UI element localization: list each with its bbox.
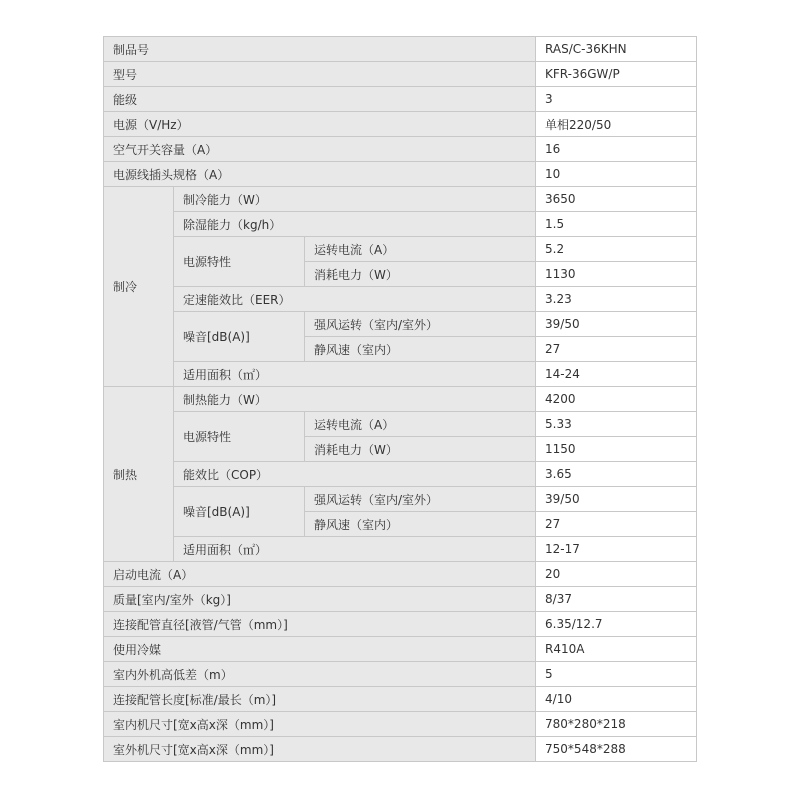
table-row [104, 737, 697, 762]
row-value: 1130 [536, 262, 697, 287]
table-row [104, 362, 697, 387]
table-row [104, 412, 697, 437]
row-value: 3.23 [536, 287, 697, 312]
row-value: 6.35/12.7 [536, 612, 697, 637]
row-label: 使用冷媒 [104, 637, 536, 662]
row-label: 型号 [104, 62, 536, 87]
table-row [104, 612, 697, 637]
row-value: 16 [536, 137, 697, 162]
row-value: 3.65 [536, 462, 697, 487]
row-value: R410A [536, 637, 697, 662]
table-row [104, 187, 697, 212]
row-value: 39/50 [536, 312, 697, 337]
row-value: 3 [536, 87, 697, 112]
table-row [104, 312, 697, 337]
row-value: 8/37 [536, 587, 697, 612]
row-value: 39/50 [536, 487, 697, 512]
row-label: 能级 [104, 87, 536, 112]
row-label: 室外机尺寸[宽x高x深（mm）] [104, 737, 536, 762]
table-row [104, 537, 697, 562]
row-label: 适用面积（㎡） [174, 362, 536, 387]
table-row [104, 112, 697, 137]
table-row [104, 87, 697, 112]
table-row [104, 637, 697, 662]
row-value: 1150 [536, 437, 697, 462]
row-value: 4200 [536, 387, 697, 412]
table-row [104, 662, 697, 687]
row-label: 适用面积（㎡） [174, 537, 536, 562]
row-label: 启动电流（A） [104, 562, 536, 587]
row-value: 4/10 [536, 687, 697, 712]
table-row [104, 62, 697, 87]
table-row [104, 212, 697, 237]
row-label: 电源（V/Hz） [104, 112, 536, 137]
heating-noise-label: 噪音[dB(A)] [174, 487, 305, 537]
row-label: 消耗电力（W） [305, 262, 536, 287]
table-row [104, 562, 697, 587]
row-label: 定速能效比（EER） [174, 287, 536, 312]
row-label: 静风速（室内） [305, 337, 536, 362]
row-label: 连接配管长度[标准/最长（m）] [104, 687, 536, 712]
row-label: 除湿能力（kg/h） [174, 212, 536, 237]
row-label: 强风运转（室内/室外） [305, 312, 536, 337]
table-row [104, 37, 697, 62]
row-label: 运转电流（A） [305, 237, 536, 262]
table-row [104, 687, 697, 712]
table-row [104, 487, 697, 512]
table-row [104, 162, 697, 187]
row-value: 5 [536, 662, 697, 687]
row-label: 静风速（室内） [305, 512, 536, 537]
heating-power-label: 电源特性 [174, 412, 305, 462]
cooling-power-label: 电源特性 [174, 237, 305, 287]
table-row [104, 387, 697, 412]
row-label: 消耗电力（W） [305, 437, 536, 462]
table-row [104, 287, 697, 312]
row-label: 能效比（COP） [174, 462, 536, 487]
row-label: 制品号 [104, 37, 536, 62]
row-value: RAS/C-36KHN [536, 37, 697, 62]
row-value: KFR-36GW/P [536, 62, 697, 87]
table-row [104, 587, 697, 612]
row-value: 780*280*218 [536, 712, 697, 737]
heating-group-label: 制热 [104, 387, 174, 562]
row-value: 3650 [536, 187, 697, 212]
row-value: 12-17 [536, 537, 697, 562]
row-value: 10 [536, 162, 697, 187]
spec-table [103, 36, 697, 762]
row-value: 27 [536, 512, 697, 537]
row-value: 14-24 [536, 362, 697, 387]
row-label: 连接配管直径[液管/气管（mm）] [104, 612, 536, 637]
table-row [104, 237, 697, 262]
row-label: 制冷能力（W） [174, 187, 536, 212]
table-row [104, 462, 697, 487]
table-row [104, 137, 697, 162]
row-value: 20 [536, 562, 697, 587]
row-label: 室内机尺寸[宽x高x深（mm）] [104, 712, 536, 737]
table-row [104, 712, 697, 737]
row-value: 单相220/50 [536, 112, 697, 137]
row-value: 750*548*288 [536, 737, 697, 762]
row-value: 27 [536, 337, 697, 362]
row-label: 电源线插头规格（A） [104, 162, 536, 187]
row-label: 运转电流（A） [305, 412, 536, 437]
row-label: 制热能力（W） [174, 387, 536, 412]
cooling-group-label: 制冷 [104, 187, 174, 387]
cooling-noise-label: 噪音[dB(A)] [174, 312, 305, 362]
row-value: 5.2 [536, 237, 697, 262]
row-label: 室内外机高低差（m） [104, 662, 536, 687]
row-value: 1.5 [536, 212, 697, 237]
row-label: 质量[室内/室外（kg）] [104, 587, 536, 612]
row-label: 强风运转（室内/室外） [305, 487, 536, 512]
row-label: 空气开关容量（A） [104, 137, 536, 162]
row-value: 5.33 [536, 412, 697, 437]
